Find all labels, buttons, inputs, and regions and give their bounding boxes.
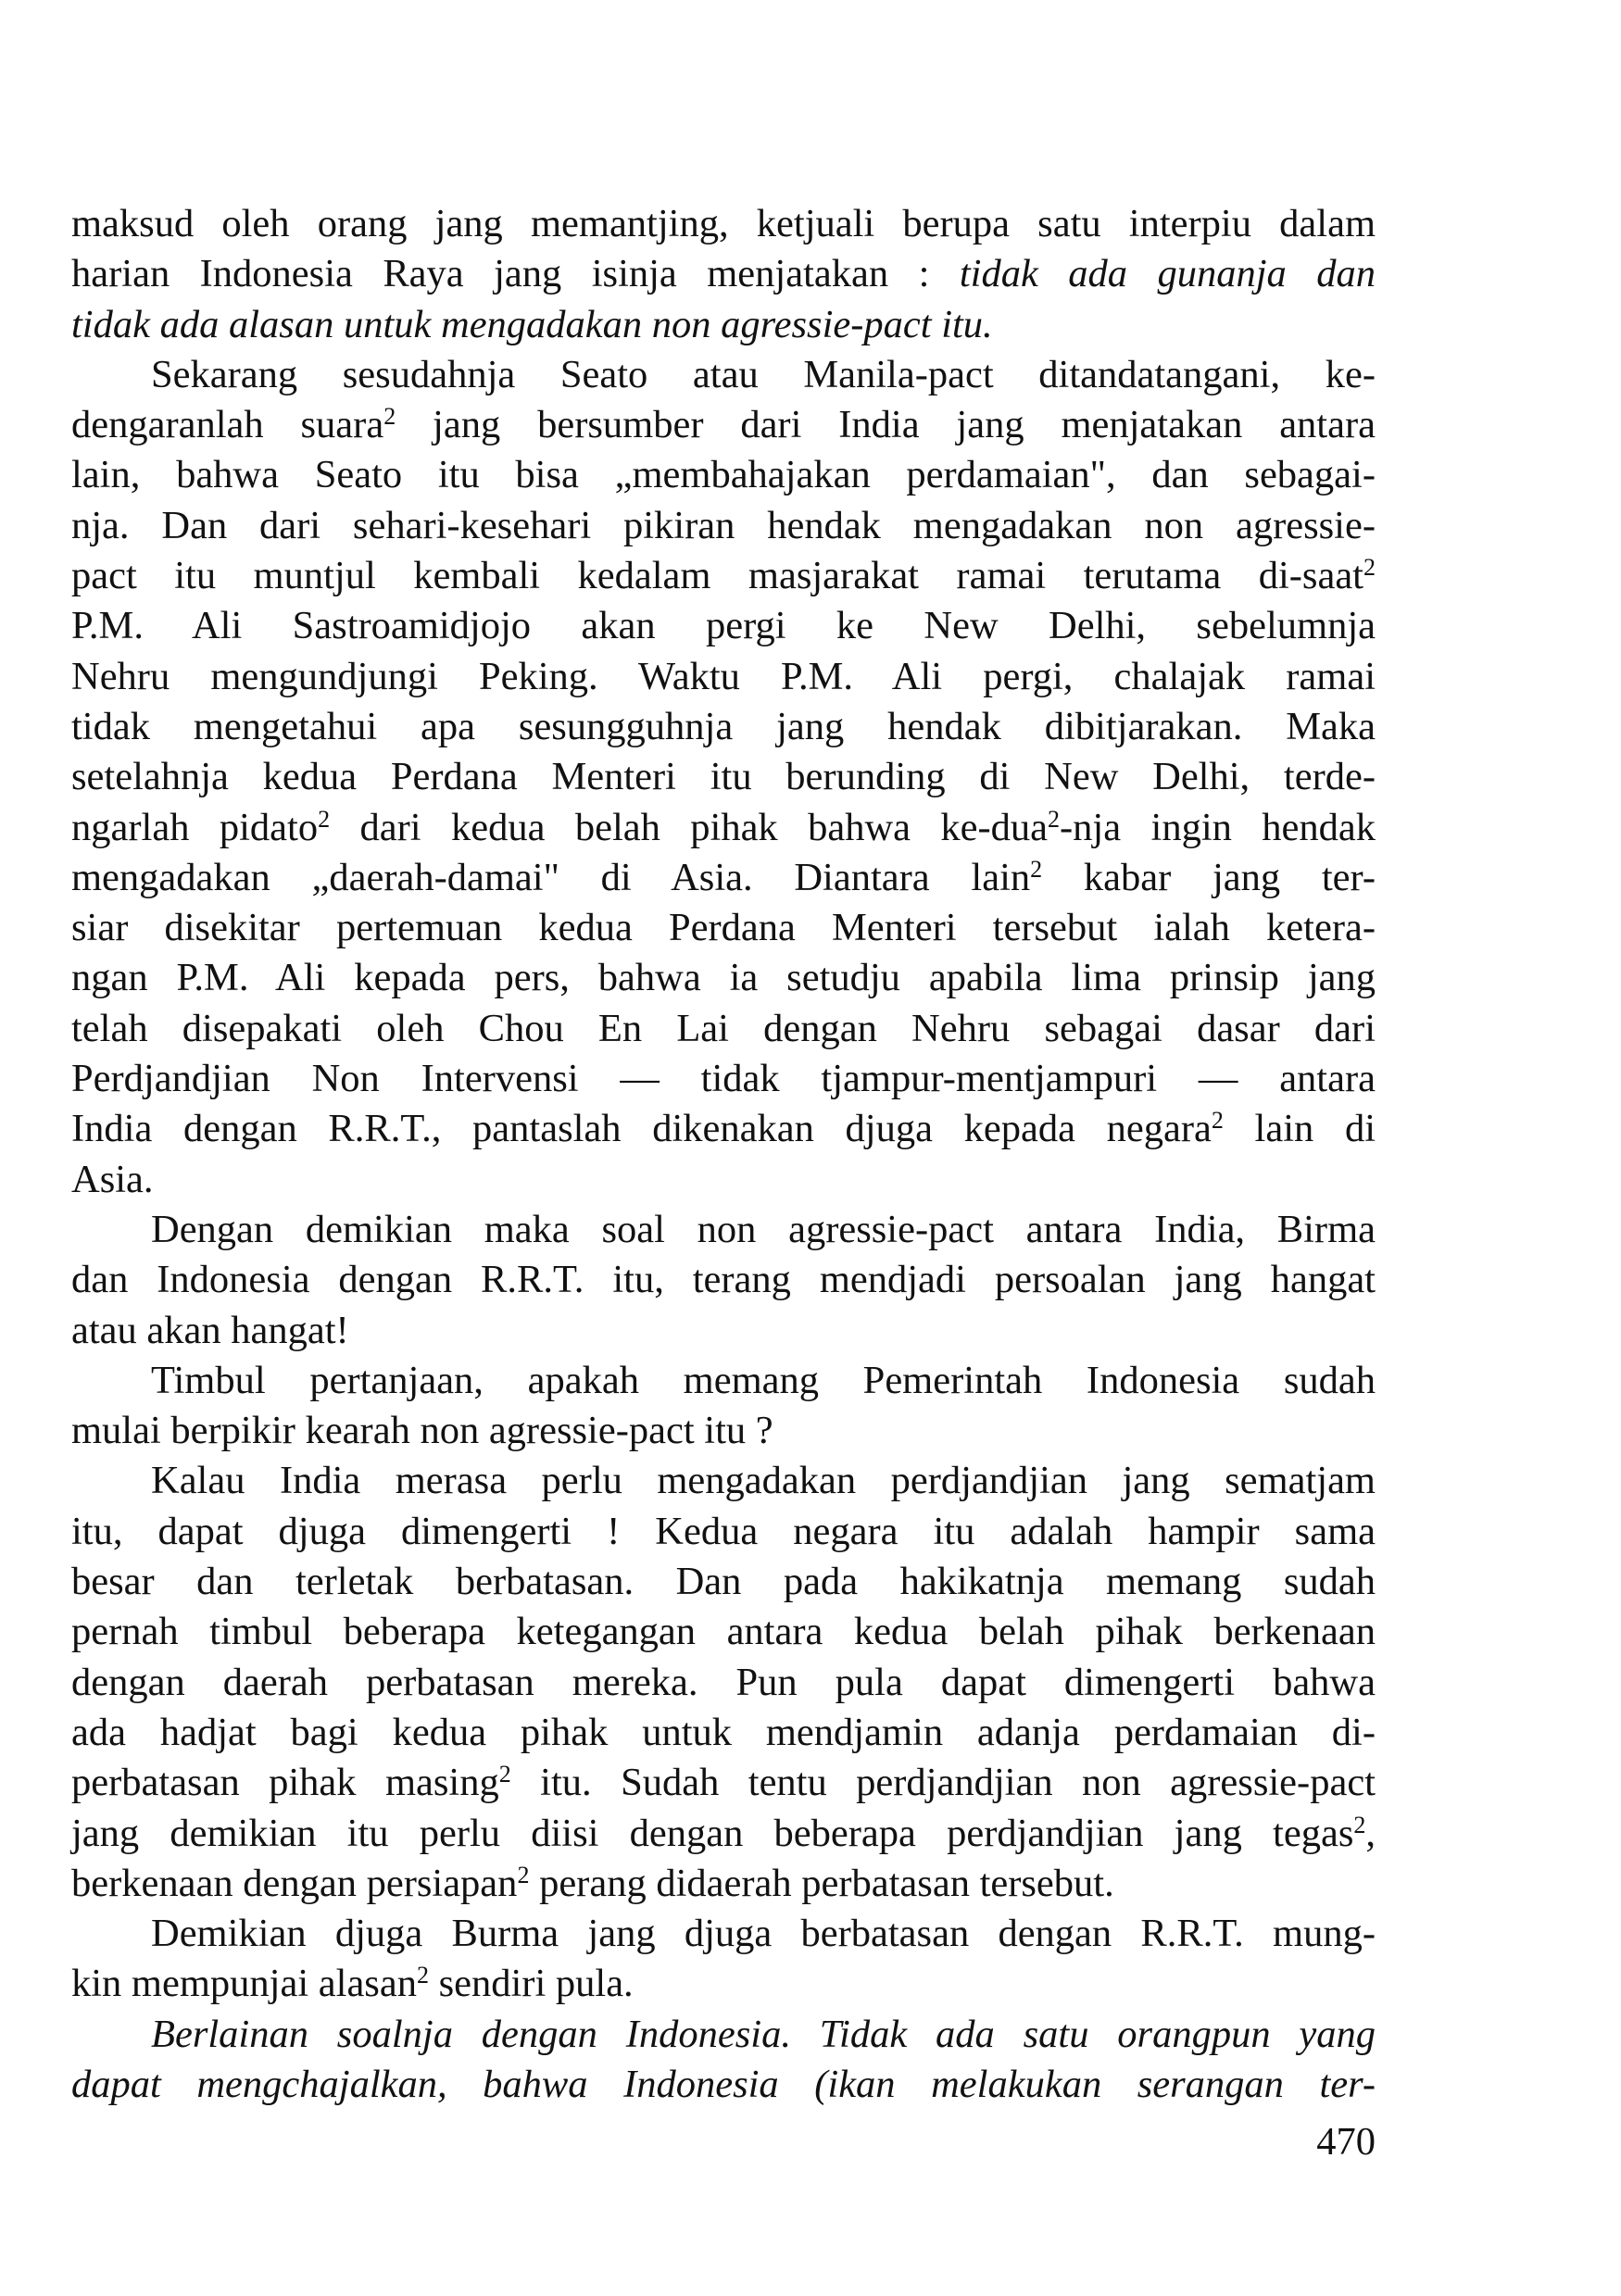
text-span: jang bersumber dari India jang menjatakan antara (396, 403, 1376, 447)
text-span: ngarlah pidato (71, 805, 319, 849)
text-line (71, 400, 1376, 450)
text-line (71, 1859, 1376, 1909)
text-span: kabar jang ter- (1042, 855, 1376, 899)
text-span: lain di (1223, 1107, 1376, 1151)
text-span: perbatasan pihak masing (71, 1761, 499, 1805)
text-span: Timbul pertanjaan, apakah memang Pemerintah Indonesia sudah (151, 1358, 1376, 1402)
text-span: dari kedua belah pihak bahwa ke-dua (330, 805, 1049, 849)
text-line (71, 551, 1376, 601)
text-line: Perdjandjian Non Intervensi — tidak tjampur-mentjampuri — antara (71, 1057, 1376, 1101)
text-line (71, 1959, 1376, 2009)
text-span: itu. Sudah tentu perdjandjian non agressie-pact (510, 1761, 1376, 1805)
text-line: besar dan terletak berbatasan. Dan pada hakikatnja memang sudah (71, 1560, 1376, 1604)
text-line (71, 249, 1376, 299)
page-body (71, 199, 1376, 2110)
text-line (71, 1909, 1376, 1959)
text-line: maksud oleh orang jang memantjing, ketjuali berupa satu interpiu dalam (71, 202, 1376, 245)
text-span: India dengan R.R.T., pantaslah dikenakan djuga kepada negara (71, 1107, 1212, 1151)
text-line (71, 1104, 1376, 1154)
superscript: 2 (1353, 1811, 1366, 1838)
text-line: tidak mengetahui apa sesungguhnja jang hendak dibitjarakan. Maka (71, 704, 1376, 748)
paragraph-5 (71, 1456, 1376, 1909)
text-span: berkenaan dengan persiapan (71, 1861, 518, 1905)
italic-text-line: dapat mengchajalkan, bahwa Indonesia (ikan melakukan serangan ter- (71, 2062, 1376, 2106)
text-line (71, 1356, 1376, 1406)
text-line: itu, dapat djuga dimengerti ! Kedua negara itu adalah hampir sama (71, 1509, 1376, 1553)
superscript: 2 (1030, 855, 1043, 883)
text-line (71, 853, 1376, 903)
text-span: , (1365, 1811, 1376, 1855)
paragraph-1 (71, 199, 1376, 350)
text-span: Demikian djuga Burma jang djuga berbatasan dengan R.R.T. mung- (151, 1912, 1376, 1956)
text-line: ada hadjat bagi kedua pihak untuk mendjamin adanja perdamaian di- (71, 1710, 1376, 1754)
text-line: dengan daerah perbatasan mereka. Pun pula dapat dimengerti bahwa (71, 1660, 1376, 1704)
text-span: pact itu muntjul kembali kedalam masjarakat ramai terutama di-saat (71, 554, 1363, 598)
text-line: siar disekitar pertemuan kedua Perdana Menteri tersebut ialah ketera- (71, 906, 1376, 950)
text-line (71, 1205, 1376, 1255)
superscript: 2 (416, 1962, 429, 1989)
text-line: Nehru mengundjungi Peking. Waktu P.M. Ali pergi, chalajak ramai (71, 654, 1376, 698)
superscript: 2 (1048, 805, 1061, 833)
text-line: lain, bahwa Seato itu bisa „membahajakan perdamaian", dan sebagai- (71, 453, 1376, 497)
italic-text-line (71, 2010, 1376, 2060)
text-span: Kalau India merasa perlu mengadakan perdjandjian jang sematjam (151, 1459, 1376, 1503)
paragraph-4 (71, 1356, 1376, 1457)
superscript: 2 (1363, 554, 1376, 582)
text-span: kin mempunjai alasan (71, 1962, 417, 2006)
text-line (71, 1758, 1376, 1808)
text-span: Berlainan soalnja dengan Indonesia. Tidak ada satu orangpun yang (151, 2012, 1376, 2056)
text-line (71, 1456, 1376, 1506)
text-line: dan Indonesia dengan R.R.T. itu, terang mendjadi persoalan jang hangat (71, 1258, 1376, 1302)
paragraph-3 (71, 1205, 1376, 1356)
superscript: 2 (498, 1761, 511, 1788)
paragraph-2 (71, 350, 1376, 1205)
text-line (71, 1809, 1376, 1859)
text-line: setelahnja kedua Perdana Menteri itu berunding di New Delhi, terde- (71, 755, 1376, 799)
paragraph-7 (71, 2010, 1376, 2111)
superscript: 2 (517, 1861, 530, 1888)
text-line (71, 803, 1376, 853)
superscript: 2 (383, 403, 396, 431)
text-line: P.M. Ali Sastroamidjojo akan pergi ke New Delhi, sebelumnja (71, 604, 1376, 648)
text-span: mengadakan „daerah-damai" di Asia. Diantara lain (71, 855, 1031, 899)
text-span: dengaranlah suara (71, 403, 384, 447)
text-line: atau akan hangat! (71, 1308, 349, 1352)
superscript: 2 (1211, 1107, 1224, 1135)
text-line: Asia. (71, 1157, 154, 1201)
text-span: sendiri pula. (428, 1962, 634, 2006)
text-span: -nja ingin hendak (1060, 805, 1376, 849)
text-line: telah disepakati oleh Chou En Lai dengan Nehru sebagai dasar dari (71, 1006, 1376, 1050)
superscript: 2 (318, 805, 331, 833)
text-line: ngan P.M. Ali kepada pers, bahwa ia setudju apabila lima prinsip jang (71, 956, 1376, 1000)
italic-text: tidak ada gunanja dan (959, 252, 1376, 296)
paragraph-6 (71, 1909, 1376, 2010)
text-span: Dengan demikian maka soal non agressie-pact antara India, Birma (151, 1207, 1376, 1251)
text-line (71, 350, 1376, 400)
text-span: perang didaerah perbatasan tersebut. (529, 1861, 1114, 1905)
page-number: 470 (1316, 2120, 1376, 2164)
text-line: pernah timbul beberapa ketegangan antara kedua belah pihak berkenaan (71, 1610, 1376, 1654)
text-span: Sekarang sesudahnja Seato atau Manila-pact ditandatangani, ke- (151, 352, 1376, 396)
italic-text-line: tidak ada alasan untuk mengadakan non agressie-pact itu. (71, 302, 993, 346)
text-line: mulai berpikir kearah non agressie-pact itu ? (71, 1409, 773, 1453)
text-span: jang demikian itu perlu diisi dengan beberapa perdjandjian jang tegas (71, 1811, 1354, 1855)
text-line: nja. Dan dari sehari-kesehari pikiran hendak mengadakan non agressie- (71, 503, 1376, 547)
text-span: harian Indonesia Raya jang isinja menjatakan : (71, 252, 960, 296)
